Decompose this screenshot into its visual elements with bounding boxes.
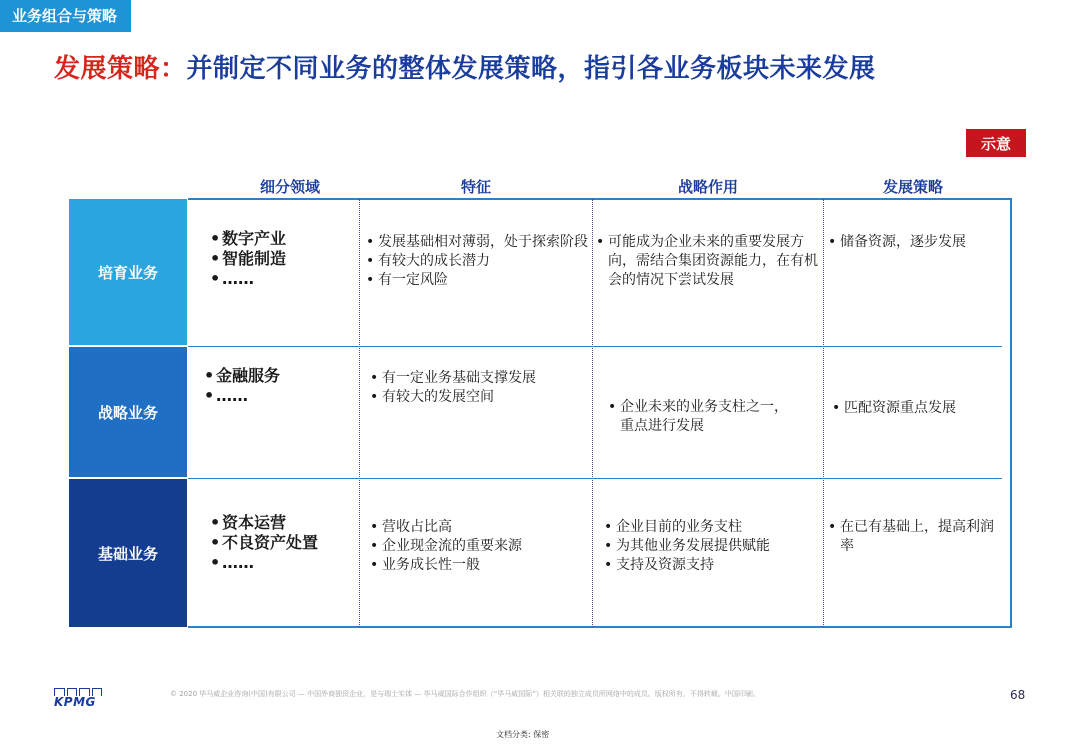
list-item: • 智能制造 bbox=[210, 249, 350, 269]
list-item: • 不良资产处置 bbox=[210, 533, 350, 553]
cell-domain bbox=[204, 366, 350, 406]
list-item: • 资本运营 bbox=[210, 513, 350, 533]
cell-role bbox=[596, 233, 820, 290]
page-title bbox=[54, 48, 876, 85]
page-title-lead: 发展策略： bbox=[54, 54, 187, 84]
page-title-rest: 并制定不同业务的整体发展策略，指引各业务板块未来发展 bbox=[186, 54, 876, 84]
list-item: • 有一定风险 bbox=[366, 271, 588, 290]
list-item: • 有一定业务基础支撑发展 bbox=[370, 369, 588, 388]
list-item: • 数字产业 bbox=[210, 229, 350, 249]
list-item: • 有较大的发展空间 bbox=[370, 388, 588, 407]
document-classification: 文档分类: 保密 bbox=[496, 730, 550, 739]
list-item: • 匹配资源重点发展 bbox=[832, 399, 998, 418]
column-divider bbox=[823, 199, 824, 627]
list-item: • 有较大的成长潜力 bbox=[366, 252, 588, 271]
list-item: • 储备资源，逐步发展 bbox=[828, 233, 998, 252]
column-header-role: 战略作用 bbox=[677, 178, 738, 196]
footer-copyright: © 2020 毕马威企业咨询(中国)有限公司 — 中国外商独资企业，是与瑞士实体 — 毕马威国际合作组织（“毕马威国际”）相关联的独立成员所网络中的成员。版权所有，不得转载。中国印刷。 bbox=[170, 690, 760, 698]
list-item: • 企业现金流的重要来源 bbox=[370, 537, 588, 556]
list-item: • 支持及资源支持 bbox=[604, 556, 820, 575]
column-header-domain: 细分领域 bbox=[259, 178, 320, 196]
list-item: • 企业目前的业务支柱 bbox=[604, 518, 820, 537]
list-item: • 在已有基础上，提高利润率 bbox=[828, 518, 998, 556]
column-header-features: 特征 bbox=[460, 178, 491, 196]
list-item: • 为其他业务发展提供赋能 bbox=[604, 537, 820, 556]
row-divider bbox=[188, 346, 1002, 347]
column-divider bbox=[592, 199, 593, 627]
list-item: • 营收占比高 bbox=[370, 518, 588, 537]
list-item: • 发展基础相对薄弱，处于探索阶段 bbox=[366, 233, 588, 252]
cell-role bbox=[604, 518, 820, 575]
row-label-strategic: 战略业务 bbox=[68, 346, 188, 478]
list-item: • …… bbox=[210, 553, 350, 573]
page-number: 68 bbox=[1010, 688, 1026, 702]
cell-role bbox=[608, 398, 798, 436]
cell-domain bbox=[210, 229, 350, 289]
row-label-foundation: 基础业务 bbox=[68, 478, 188, 628]
illustrative-badge: 示意 bbox=[966, 129, 1026, 157]
cell-features bbox=[366, 233, 588, 290]
logo-wordmark: KPMG bbox=[54, 695, 96, 709]
cell-strategy bbox=[832, 399, 998, 418]
row-divider bbox=[188, 478, 1002, 479]
row-label-incubation: 培育业务 bbox=[68, 198, 188, 346]
column-divider bbox=[359, 199, 360, 627]
list-item: • …… bbox=[204, 386, 350, 406]
list-item: • …… bbox=[210, 269, 350, 289]
cell-features bbox=[370, 369, 588, 407]
kpmg-logo bbox=[54, 688, 102, 708]
cell-strategy bbox=[828, 233, 998, 252]
section-tab: 业务组合与策略 bbox=[0, 0, 131, 32]
column-header-strategy: 发展策略 bbox=[882, 178, 943, 196]
cell-features bbox=[370, 518, 588, 575]
list-item: • 业务成长性一般 bbox=[370, 556, 588, 575]
list-item: • 企业未来的业务支柱之一，重点进行发展 bbox=[608, 398, 798, 436]
cell-strategy bbox=[828, 518, 998, 556]
cell-domain bbox=[210, 513, 350, 573]
list-item: • 可能成为企业未来的重要发展方向，需结合集团资源能力，在有机会的情况下尝试发展 bbox=[596, 233, 820, 290]
list-item: • 金融服务 bbox=[204, 366, 350, 386]
